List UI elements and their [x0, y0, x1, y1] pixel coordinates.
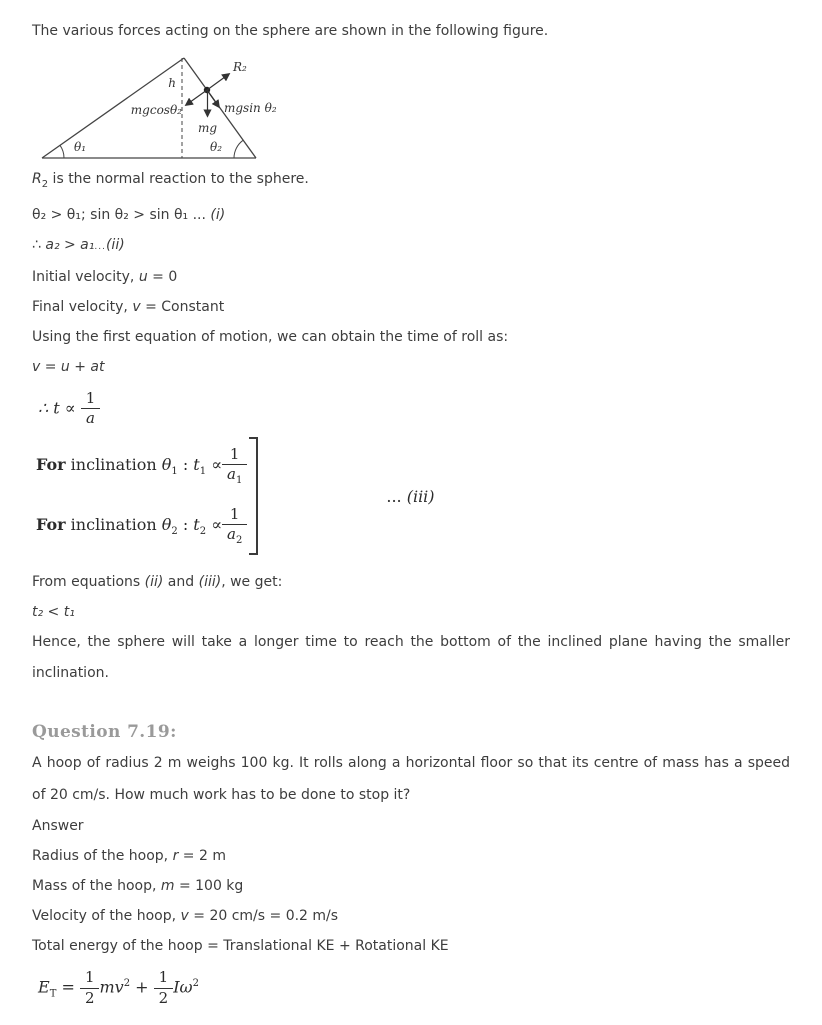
h-label: h — [168, 76, 176, 90]
conclusion-paragraph: Hence, the sphere will take a longer time to reach the bottom of the inclined plane having the smaller inclination. — [32, 634, 790, 682]
equation-ii-dots: ... — [94, 241, 106, 252]
energy-E-sub: T — [49, 988, 57, 1000]
energy-sup-1: 2 — [123, 978, 131, 990]
r2-explanation — [32, 164, 790, 200]
equation-i-body: θ₂ > θ₁; sin θ₂ > sin θ₁ ... — [32, 206, 211, 223]
t-prop-denominator — [81, 409, 101, 427]
energy-equals: = — [56, 977, 80, 997]
mg-label: mg — [198, 121, 218, 135]
u-variable: u — [138, 268, 148, 285]
fraction-2-num: 1 — [222, 506, 247, 525]
equation-ii — [32, 230, 790, 262]
for-word-1: For — [36, 455, 66, 475]
theta2-label: θ₂ — [210, 140, 223, 154]
intro-text: The various forces acting on the sphere are shown in the following figure. — [32, 23, 549, 39]
energy-term-1: mv — [99, 977, 124, 997]
energy-fraction-2 — [154, 969, 174, 1007]
theta-var-1: θ — [161, 455, 172, 475]
energy-plus: + — [130, 977, 154, 997]
m-variable: m — [160, 878, 175, 895]
initial-velocity-text: Initial velocity, — [32, 268, 139, 285]
equation-iii-ref — [386, 487, 434, 506]
energy-frac2-den: 2 — [158, 988, 169, 1007]
final-velocity-text: Final velocity, — [32, 298, 133, 315]
t-prop-prefix: ∴ t ∝ — [38, 398, 81, 418]
t-prop-den-var: a — [86, 409, 95, 428]
normal-reaction-arrow — [207, 74, 229, 90]
t-sub-2: 2 — [199, 526, 207, 538]
question-heading: Question 7.19: — [32, 722, 177, 743]
from-eq-pre: From equations — [32, 574, 145, 591]
mgsin-arrow — [207, 90, 219, 107]
mgsin-label: mgsin θ₂ — [224, 101, 276, 115]
total-energy-line: Total energy of the hoop = Translational KE + Rotational KE — [32, 938, 449, 955]
t-var-1: t — [193, 455, 200, 475]
r-variable: r — [172, 848, 179, 865]
motion-equation — [32, 352, 790, 382]
final-velocity-line — [32, 292, 790, 322]
hoop-v-variable: v — [180, 908, 189, 925]
fraction-2-den — [222, 525, 247, 547]
inclination-text-1: inclination — [65, 455, 162, 475]
equation-i-ref: (i) — [210, 206, 226, 223]
propto-1: ∝ — [206, 455, 223, 475]
force-diagram-svg — [36, 50, 276, 162]
r2-subscript: 2 — [41, 178, 49, 190]
energy-frac2-num: 1 — [154, 969, 174, 988]
from-equations-line — [32, 567, 790, 597]
mgcos-label: mgcosθ₂ — [130, 103, 182, 117]
from-eq-mid: and — [163, 574, 199, 591]
ref-iii: (iii) — [406, 486, 435, 506]
from-eq-ref1: (ii) — [144, 574, 164, 591]
answer-label: Answer — [32, 818, 84, 835]
equation-ii-ref: (ii) — [105, 236, 125, 253]
mgcos-arrow — [186, 90, 207, 105]
velocity-text: Velocity of the hoop, — [32, 908, 181, 925]
energy-E: E — [38, 977, 50, 997]
from-eq-ref2: (iii) — [198, 574, 222, 591]
inclination-line-1 — [36, 440, 247, 492]
therefore-symbol: ∴ — [32, 236, 46, 253]
right-bracket — [249, 437, 258, 555]
colon-2: : — [177, 515, 194, 535]
inclination-text-2: inclination — [65, 515, 162, 535]
velocity-line — [32, 901, 790, 931]
fraction-1-num: 1 — [222, 446, 247, 465]
mass-value: = 100 kg — [174, 878, 244, 895]
t-compare-line — [32, 597, 790, 627]
theta-var-2: θ — [161, 515, 172, 535]
mass-line — [32, 871, 790, 901]
theta1-arc — [60, 145, 64, 158]
equation-ii-body: a₂ > a₁ — [45, 236, 95, 253]
energy-equation — [38, 969, 790, 1007]
equation-i — [32, 200, 790, 230]
energy-fraction-1 — [80, 969, 100, 1007]
energy-frac1-den: 2 — [84, 988, 95, 1007]
theta1-label: θ₁ — [74, 140, 87, 154]
initial-velocity-line — [32, 262, 790, 292]
ref-dots: ... — [386, 486, 407, 506]
v-variable: v — [132, 298, 141, 315]
radius-value: = 2 m — [178, 848, 226, 865]
t-proportional-equation — [38, 390, 790, 428]
fraction-2 — [222, 506, 247, 547]
for-word-2: For — [36, 515, 66, 535]
t-sub-1: 1 — [199, 466, 207, 478]
question-body: A hoop of radius 2 m weighs 100 kg. It rolls along a horizontal floor so that its centre of mass has a speed of 20 cm/s. How much work has to be done to stop it? — [32, 755, 790, 804]
inclined-plane-figure — [36, 50, 276, 162]
from-eq-post: , we get: — [221, 574, 283, 591]
inclination-line-2 — [36, 500, 247, 552]
colon-1: : — [177, 455, 194, 475]
energy-sup-2: 2 — [192, 978, 199, 990]
t-prop-fraction — [81, 390, 101, 428]
t-compare-text: t₂ < t₁ — [32, 604, 75, 621]
using-motion-line: Using the first equation of motion, we can obtain the time of roll as: — [32, 328, 509, 345]
t-prop-numerator: 1 — [81, 390, 101, 409]
inclination-lines — [36, 440, 247, 552]
motion-equation-text: v = u + at — [32, 358, 105, 375]
final-velocity-value: = Constant — [140, 298, 225, 315]
velocity-value: = 20 cm/s = 0.2 m/s — [188, 908, 339, 925]
radius-text: Radius of the hoop, — [32, 848, 173, 865]
initial-velocity-value: = 0 — [147, 268, 178, 285]
energy-frac1-num: 1 — [80, 969, 100, 988]
fraction-2-den-var: a — [227, 525, 236, 544]
fraction-1-den-var: a — [227, 465, 236, 484]
theta-sub-1: 1 — [171, 466, 178, 478]
fraction-1-den — [222, 465, 247, 487]
theta-sub-2: 2 — [171, 526, 178, 538]
radius-line — [32, 841, 790, 871]
fraction-1 — [222, 446, 247, 487]
r2-label: R₂ — [233, 60, 247, 74]
r2-rest-text: is the normal reaction to the sphere. — [48, 171, 309, 187]
t-var-2: t — [193, 515, 200, 535]
fraction-1-den-sub: 1 — [235, 475, 243, 487]
fraction-2-den-sub: 2 — [235, 535, 243, 547]
r2-variable: R — [32, 171, 42, 187]
theta2-arc — [234, 140, 243, 158]
energy-term-2: Iω — [173, 977, 193, 997]
inclination-block — [36, 437, 790, 555]
mass-text: Mass of the hoop, — [32, 878, 161, 895]
propto-2: ∝ — [206, 515, 223, 535]
